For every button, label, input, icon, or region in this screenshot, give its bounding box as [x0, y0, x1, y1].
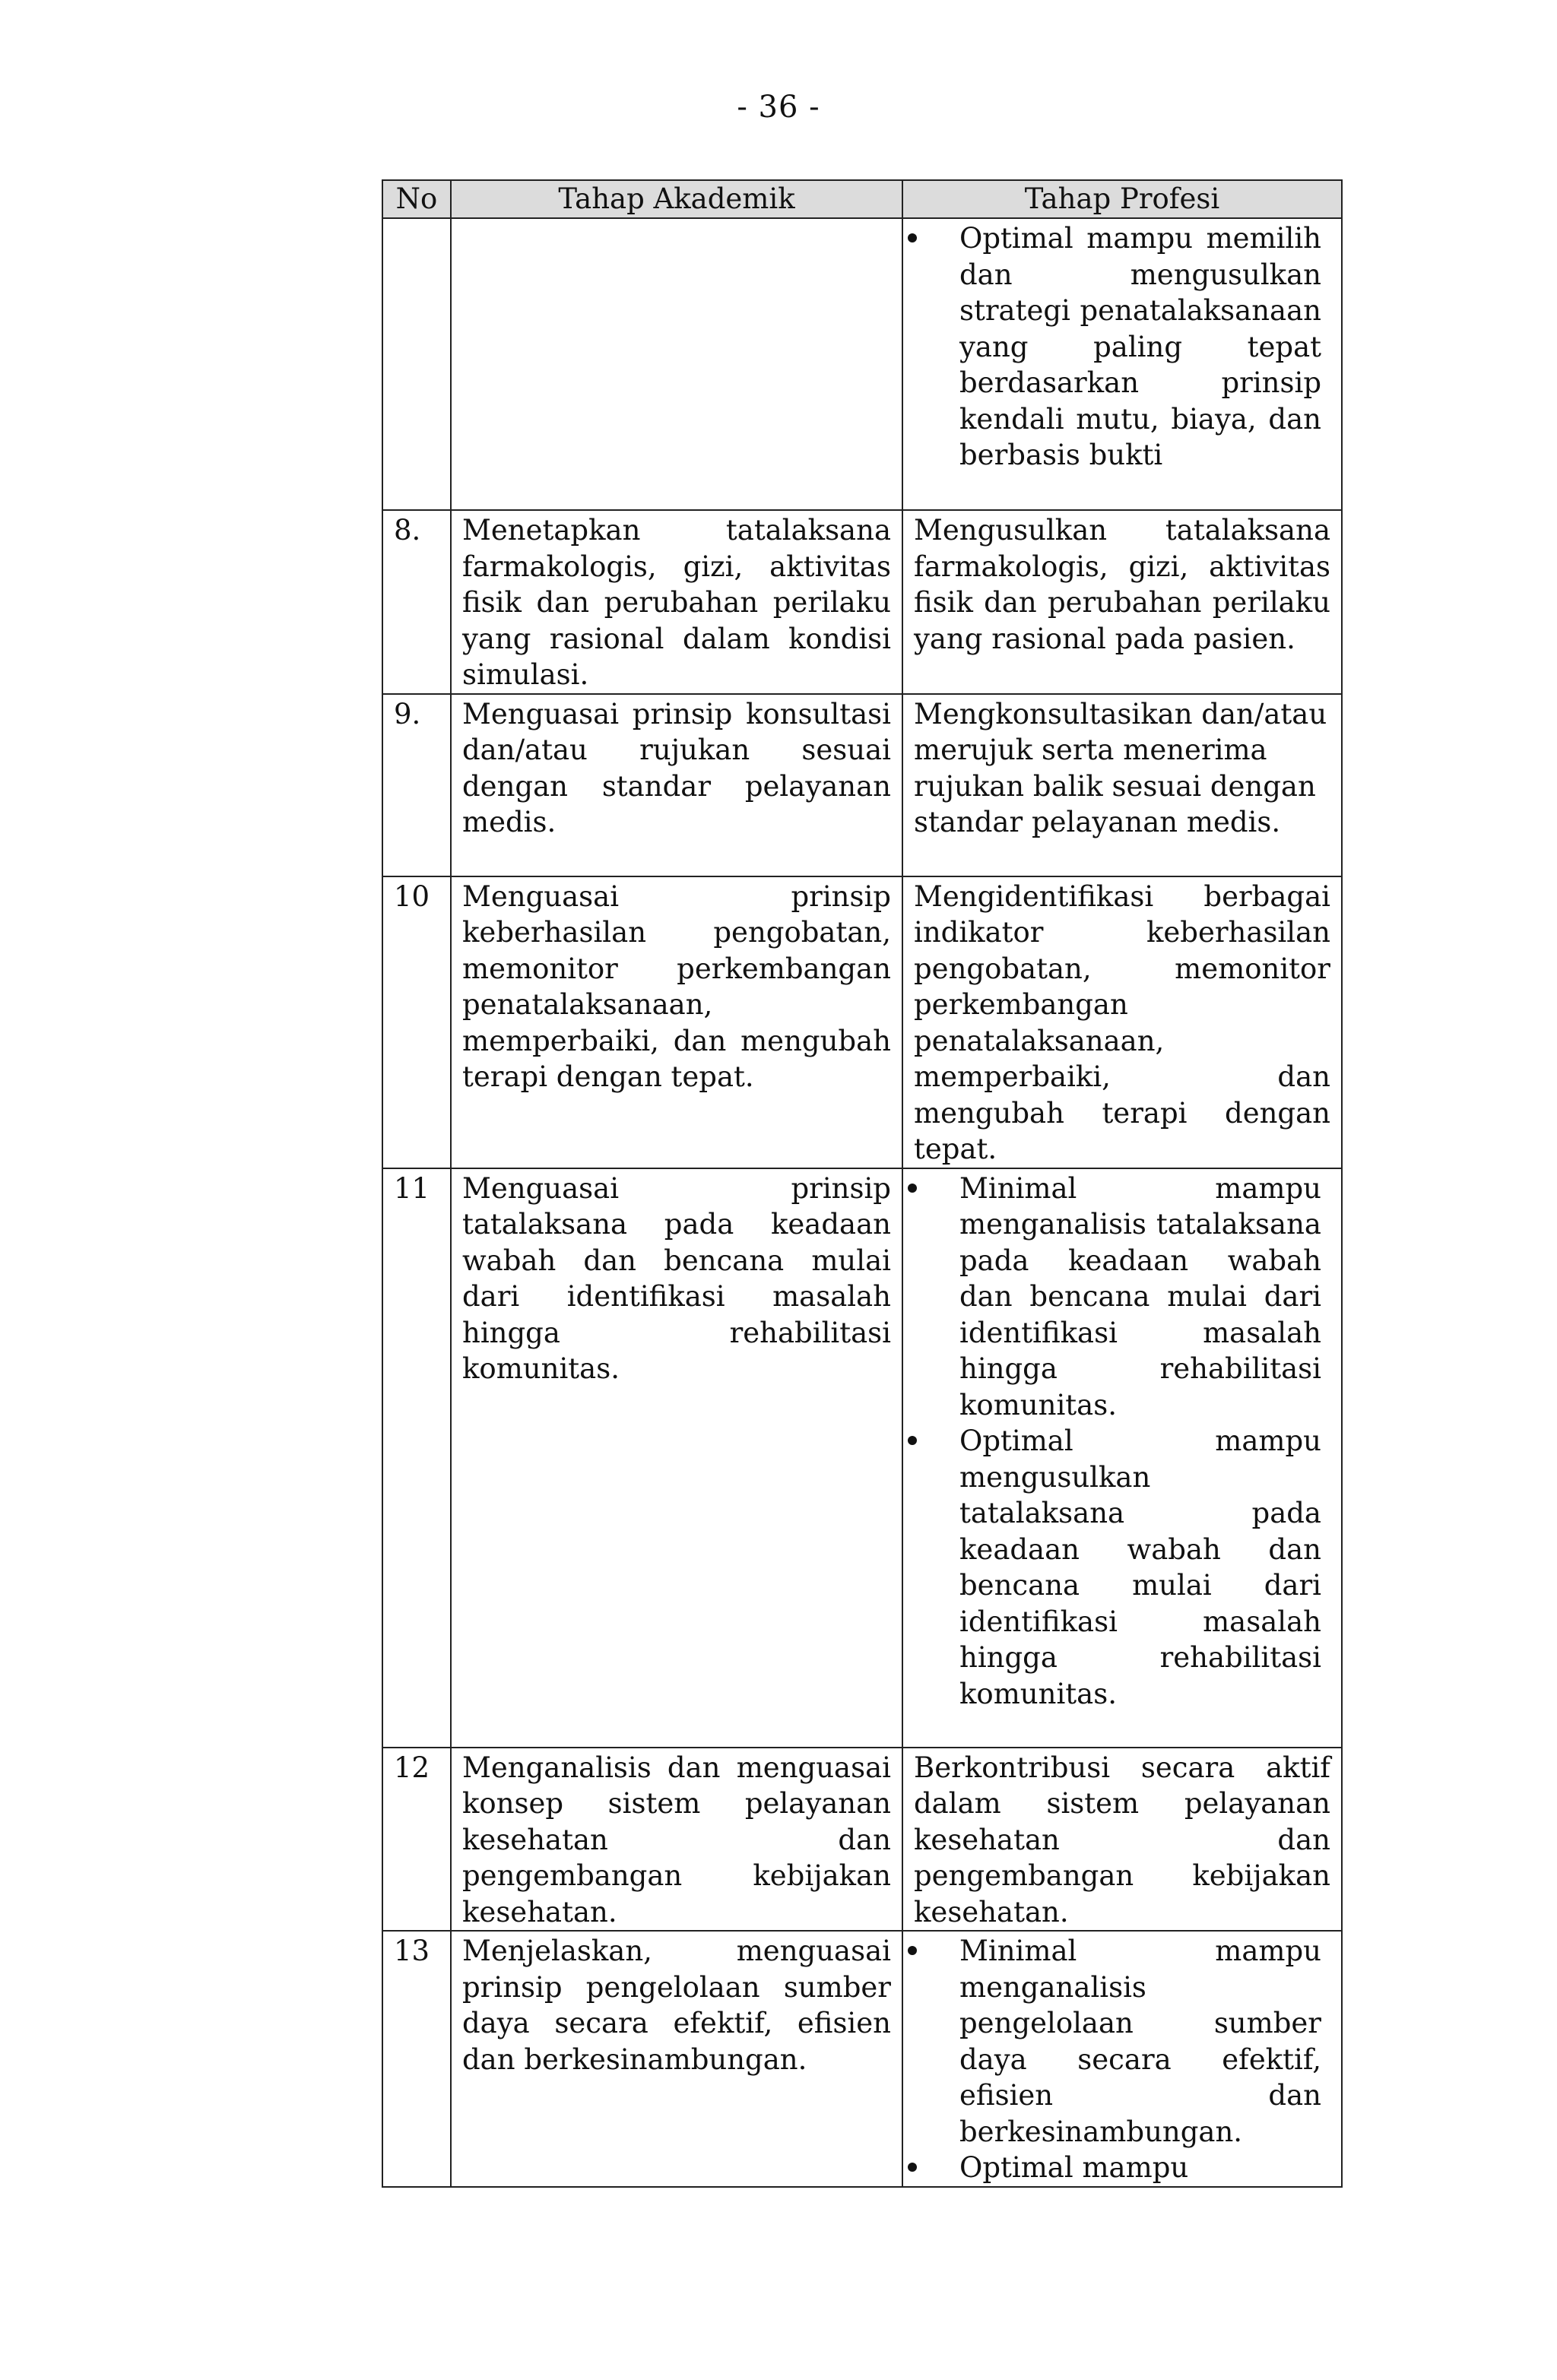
tahap-profesi-cell: Mengidentifikasi berbagai indikator keberhasilan pengobatan, memonitor perkembangan penatalaksanaan, memperbaiki, dan mengubah terapi dengan tepat.: [902, 876, 1342, 1168]
tahap-akademik-cell: Menguasai prinsip keberhasilan pengobatan, memonitor perkembangan penatalaksanaan, memperbaiki, dan mengubah terapi dengan tepat.: [451, 876, 902, 1168]
tahap-akademik-cell: Menjelaskan, menguasai prinsip pengelolaan sumber daya secara efektif, efisien dan berkesinambungan.: [451, 1931, 902, 2187]
table-row: [382, 694, 1342, 876]
tahap-profesi-cell: Mengkonsultasikan dan/atau merujuk serta menerima rujukan balik sesuai dengan standar pelayanan medis.: [902, 694, 1342, 876]
bullet-icon: [908, 1946, 917, 1955]
bullet-item: [914, 1423, 1330, 1712]
tahap-akademik-cell: Menguasai prinsip konsultasi dan/atau rujukan sesuai dengan standar pelayanan medis.: [451, 694, 902, 876]
row-number: 13: [382, 1931, 451, 2187]
bullet-item: [914, 1933, 1330, 2150]
table-row: [382, 218, 1342, 510]
table-row: [382, 1168, 1342, 1748]
bullet-item: [914, 220, 1330, 474]
tahap-profesi-cell: [902, 218, 1342, 510]
header-tahap-akademik: Tahap Akademik: [451, 180, 902, 218]
tahap-profesi-cell: [902, 1931, 1342, 2187]
row-number: 8.: [382, 510, 451, 694]
bullet-icon: [908, 1184, 917, 1193]
table-row: [382, 876, 1342, 1168]
tahap-profesi-cell: Berkontribusi secara aktif dalam sistem pelayanan kesehatan dan pengembangan kebijakan kesehatan.: [902, 1748, 1342, 1932]
row-number: 11: [382, 1168, 451, 1748]
header-no: No: [382, 180, 451, 218]
bullet-text: Optimal mampu memilih dan mengusulkan strategi penatalaksanaan yang paling tepat berdasarkan prinsip kendali mutu, biaya, dan berbasis bukti: [959, 222, 1321, 471]
row-number: 12: [382, 1748, 451, 1932]
bullet-text: Minimal mampu menganalisis tatalaksana pada keadaan wabah dan bencana mulai dari identifikasi masalah hingga rehabilitasi komunitas.: [959, 1171, 1321, 1421]
bullet-text: Minimal mampu menganalisis pengelolaan sumber daya secara efektif, efisien dan berkesinambungan.: [959, 1935, 1321, 2148]
page-number: - 36 -: [737, 90, 820, 125]
tahap-profesi-cell: Mengusulkan tatalaksana farmakologis, gizi, aktivitas fisik dan perubahan perilaku yang rasional pada pasien.: [902, 510, 1342, 694]
table-row: [382, 1748, 1342, 1932]
tahap-profesi-cell: [902, 1168, 1342, 1748]
bullet-icon: [908, 2163, 917, 2172]
tahap-akademik-cell: [451, 218, 902, 510]
tahap-akademik-cell: Menguasai prinsip tatalaksana pada keadaan wabah dan bencana mulai dari identifikasi masalah hingga rehabilitasi komunitas.: [451, 1168, 902, 1748]
bullet-item: [914, 1171, 1330, 1424]
tahap-akademik-cell: Menetapkan tatalaksana farmakologis, gizi, aktivitas fisik dan perubahan perilaku yang rasional dalam kondisi simulasi.: [451, 510, 902, 694]
bullet-icon: [908, 1436, 917, 1445]
bullet-text: Optimal mampu: [959, 2151, 1189, 2184]
header-tahap-profesi: Tahap Profesi: [902, 180, 1342, 218]
row-number: 9.: [382, 694, 451, 876]
table-row: [382, 510, 1342, 694]
row-number: 10: [382, 876, 451, 1168]
bullet-text: Optimal mampu mengusulkan tatalaksana pada keadaan wabah dan bencana mulai dari identifikasi masalah hingga rehabilitasi komunitas.: [959, 1425, 1321, 1710]
row-number: [382, 218, 451, 510]
bullet-item: [914, 2150, 1330, 2186]
table-row: [382, 1931, 1342, 2187]
tahap-akademik-cell: Menganalisis dan menguasai konsep sistem pelayanan kesehatan dan pengembangan kebijakan kesehatan.: [451, 1748, 902, 1932]
bullet-icon: [908, 233, 917, 242]
competency-table: [382, 179, 1343, 2188]
table-header-row: [382, 180, 1342, 218]
